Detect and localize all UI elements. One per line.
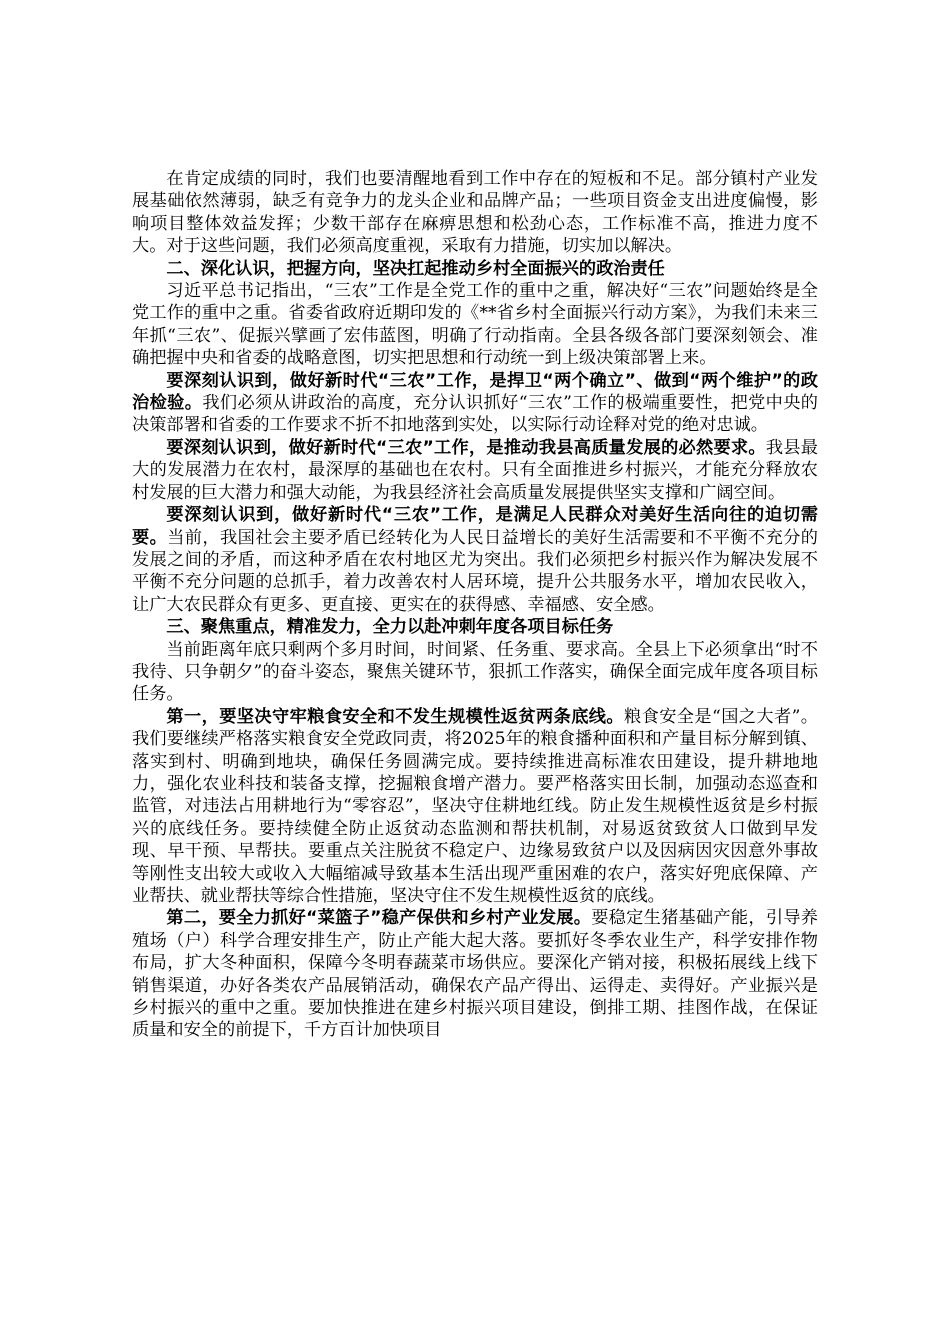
paragraph-lead: 要深刻认识到，做好新时代“三农”工作，是推动我县高质量发展的必然要求。 <box>166 437 766 458</box>
paragraph-lead: 要深刻认识到，做好新时代“三农”工作，是捍卫“两个确立”、做到“两个维护”的政治检验。 <box>132 370 818 414</box>
paragraph-lead: 要深刻认识到，做好新时代“三农”工作，是满足人民群众对美好生活向往的迫切需要。 <box>132 505 818 548</box>
paragraph-body: 当前，我国社会主要矛盾已经转化为人民日益增长的美好生活需要和不平衡不充分的发展之间的矛盾，而这种矛盾在农村地区尤为突出。我们必须把乡村振兴作为解决发展不平衡不充分问题的总抓手，着力改善农村人居环境，提升公共服务水平，增加农民收入，让广大农民群众有更多、更直接、更实在的获得感、幸福感、安全感。 <box>132 527 818 615</box>
paragraph-xi-quote: 习近平总书记指出，“三农”工作是全党工作的重中之重，解决好“三农”问题始终是全党工作的重中之重。省委省政府近期印发的《**省乡村全面振兴行动方案》，为我们未来三年抓“三农”、促振兴擘画了宏伟蓝图，明确了行动指南。全县各级各部门要深刻领会、准确把握中央和省委的战略意图，切实把思想和行动统一到上级决策部署上来。 <box>132 281 818 369</box>
paragraph-body: 我们必须从讲政治的高度，充分认识抓好“三农”工作的极端重要性，把党中央的决策部署和省委的工作要求不折不扣地落到实处，以实际行动诠释对党的绝对忠诚。 <box>132 393 818 436</box>
section-heading-3: 三、聚焦重点，精准发力，全力以赴冲刺年度各项目标任务 <box>166 617 614 638</box>
paragraph-first-point <box>132 706 818 908</box>
paragraph-shortcomings: 在肯定成绩的同时，我们也要清醒地看到工作中存在的短板和不足。部分镇村产业发展基础依然薄弱，缺乏有竞争力的龙头企业和品牌产品；一些项目资金支出进度偏慢，影响项目整体效益发挥；少数干部存在麻痹思想和松劲心态，工作标准不高，推进力度不大。对于这些问题，我们必须高度重视，采取有力措施，切实加以解决。 <box>132 169 818 257</box>
paragraph-lead: 第一，要坚决守牢粮食安全和不发生规模性返贫两条底线。 <box>166 706 624 727</box>
paragraph-body: 粮食安全是“国之大者”。我们要继续严格落实粮食安全党政同责，将2025年的粮食播种面积和产量目标分解到镇、落实到村、明确到地块，确保任务圆满完成。要持续推进高标准农田建设，提升耕地地力，强化农业科技和装备支撑，挖掘粮食增产潜力。要严格落实田长制，加强动态巡查和监管，对违法占用耕地行为“零容忍”，坚决守住耕地红线。防止发生规模性返贫是乡村振兴的底线任务。要持续健全防止返贫动态监测和帮扶机制，对易返贫致贫人口做到早发现、早干预、早帮扶。要重点关注脱贫不稳定户、边缘易致贫户以及因病因灾因意外事故等刚性支出较大或收入大幅缩减导致基本生活出现严重困难的农户，落实好兜底保障、产业帮扶、就业帮扶等综合性措施，坚决守住不发生规模性返贫的底线。 <box>132 706 818 906</box>
paragraph-lead: 第二，要全力抓好“菜篮子”稳产保供和乡村产业发展。 <box>166 908 592 929</box>
paragraph-body: 要稳定生猪基础产能，引导养殖场（户）科学合理安排生产，防止产能大起大落。要抓好冬季农业生产，科学安排作物布局，扩大冬种面积，保障今冬明春蔬菜市场供应。要深化产销对接，积极拓展线上线下销售渠道，办好各类农产品展销活动，确保农产品产得出、运得走、卖得好。产业振兴是乡村振兴的重中之重。要加快推进在建乡村振兴项目建设，倒排工期、挂图作战，在保证质量和安全的前提下，千方百计加快项目 <box>132 908 818 1041</box>
paragraph-political-test <box>132 370 818 437</box>
paragraph-people-needs <box>132 504 818 616</box>
paragraph-second-point <box>132 907 818 1041</box>
paragraph-development-requirement <box>132 437 818 504</box>
section-heading-2: 二、深化认识，把握方向，坚决扛起推动乡村全面振兴的政治责任 <box>166 258 665 279</box>
paragraph-body: 我县最大的发展潜力在农村，最深厚的基础也在农村。只有全面推进乡村振兴，才能充分释放农村发展的巨大潜力和强大动能，为我县经济社会高质量发展提供坚实支撑和广阔空间。 <box>132 437 818 503</box>
paragraph-year-end: 当前距离年底只剩两个多月时间，时间紧、任务重、要求高。全县上下必须拿出“时不我待、只争朝夕”的奋斗姿态，聚焦关键环节，狠抓工作落实，确保全面完成年度各项目标任务。 <box>132 639 818 705</box>
